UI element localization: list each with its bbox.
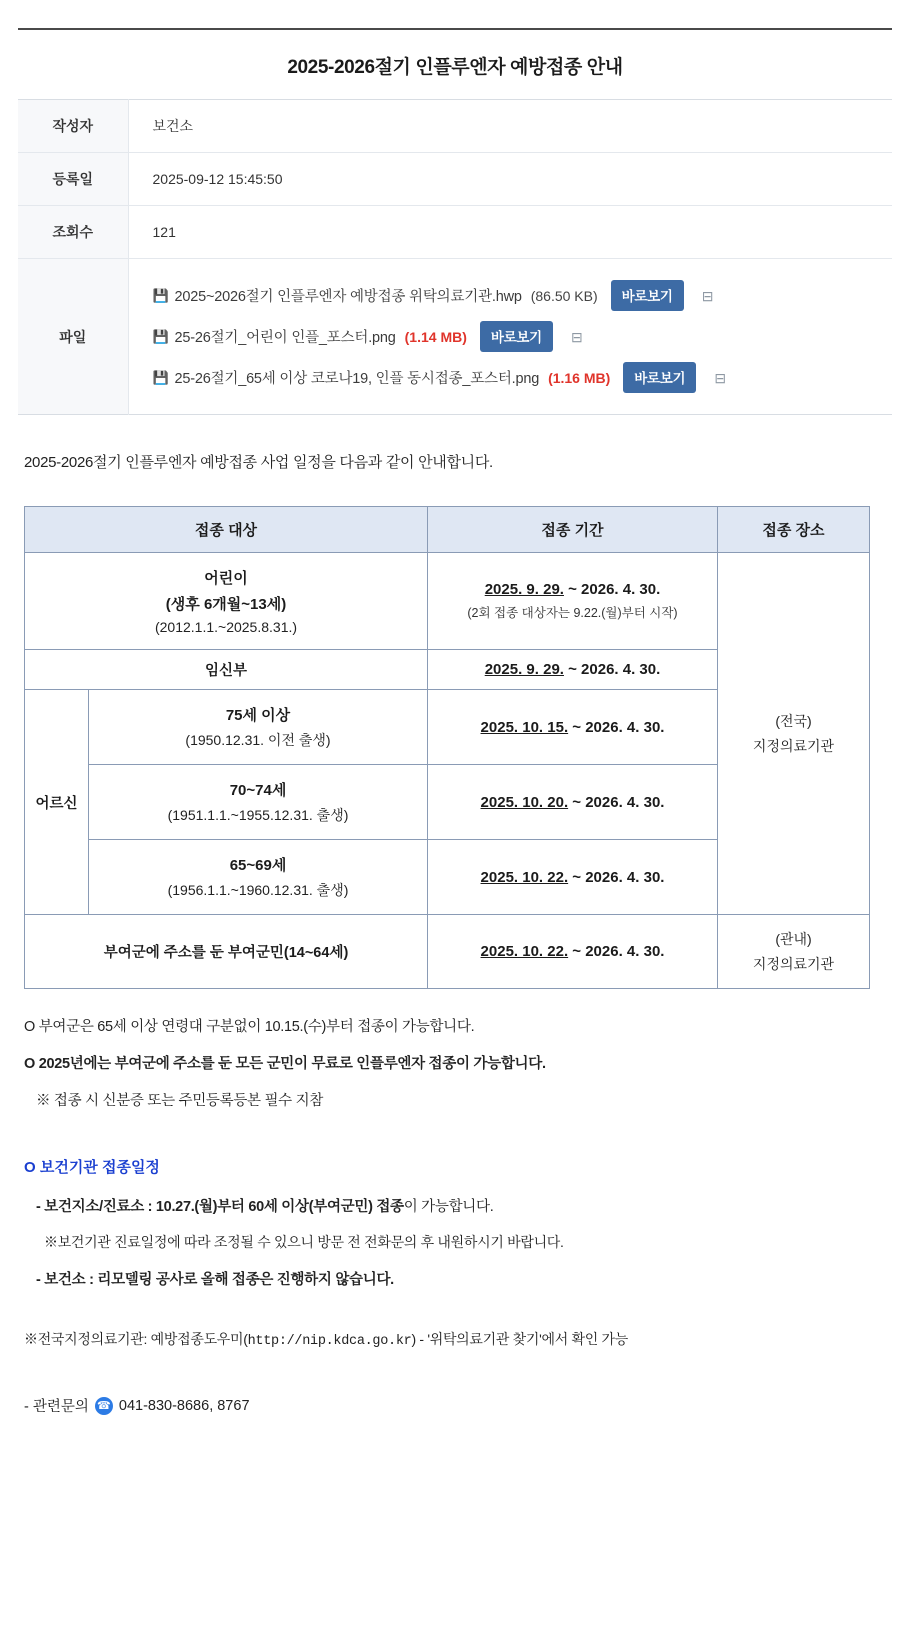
header-target: 접종 대상 — [25, 507, 428, 553]
period-rest: ~ 2026. 4. 30. — [563, 581, 661, 598]
table-row — [18, 206, 892, 259]
files-label: 파일 — [18, 259, 128, 415]
view-attachment-button[interactable]: 바로보기 — [480, 321, 553, 352]
download-icon[interactable]: ⊟ — [570, 328, 583, 345]
period-rest: ~ 2026. 4. 30. — [568, 718, 665, 736]
download-icon[interactable]: ⊟ — [701, 287, 714, 304]
period-rest: ~ 2026. 4. 30. — [568, 793, 665, 811]
files-cell — [128, 259, 892, 415]
attachment-size: (86.50 KB) — [530, 287, 598, 304]
period-cell — [428, 690, 718, 765]
table-header-row — [25, 507, 870, 553]
footer-prefix: ※전국지정의료기관: 예방접종도우미( — [24, 1331, 248, 1347]
note-1: O 부여군은 65세 이상 연령대 구분없이 10.15.(수)부터 접종이 가능합니다. — [24, 1019, 475, 1035]
place-cell — [718, 553, 870, 915]
target-sub2: (2012.1.1.~2025.8.31.) — [154, 619, 298, 635]
phone-icon: ☎ — [95, 1397, 113, 1415]
table-row — [18, 100, 892, 153]
target-main: 65~69세 — [229, 857, 287, 874]
target-cell — [89, 840, 428, 915]
period-rest: ~ 2026. 4. 30. — [563, 661, 661, 678]
document-body — [0, 451, 910, 1416]
download-icon[interactable]: ⊟ — [714, 369, 727, 386]
contact-prefix: - 관련문의 — [24, 1399, 89, 1415]
page-title: 2025-2026절기 인플루엔자 예방접종 안내 — [287, 57, 623, 78]
period-date: 2025. 10. 22. — [480, 868, 569, 886]
view-attachment-button[interactable]: 바로보기 — [611, 280, 684, 311]
period-cell — [428, 650, 718, 690]
author-value: 보건소 — [128, 100, 892, 153]
header-place: 접종 장소 — [718, 507, 870, 553]
bullet-1-bold: - 보건지소/진료소 : 10.27.(월)부터 60세 이상(부여군민) 접종 — [36, 1199, 404, 1215]
footer-suffix: ) - '위탁의료기관 찾기'에서 확인 가능 — [411, 1331, 628, 1347]
subnote-1: ※보건기관 진료일정에 따라 조정될 수 있으니 방문 전 전화문의 후 내원하시기 바랍니다. — [44, 1234, 564, 1250]
file-icon: 💾 — [152, 370, 169, 385]
target-cell — [89, 690, 428, 765]
place-cell — [718, 915, 870, 989]
vaccination-schedule-table — [24, 506, 870, 989]
target-sub1: (생후 6개월~13세) — [165, 596, 287, 613]
attachment-row — [153, 275, 893, 316]
attachment-row — [153, 316, 893, 357]
period-cell — [428, 553, 718, 650]
period-rest: ~ 2026. 4. 30. — [568, 868, 665, 886]
table-row — [18, 259, 892, 415]
period-date: 2025. 9. 29. — [484, 581, 564, 598]
footer-note — [24, 1329, 892, 1349]
header-period: 접종 기간 — [428, 507, 718, 553]
target-sub1: (1956.1.1.~1960.12.31. 출생) — [167, 882, 349, 898]
period-cell — [428, 840, 718, 915]
target-main: 임신부 — [25, 650, 428, 690]
bullet-1 — [36, 1195, 892, 1216]
period-date: 2025. 10. 20. — [480, 793, 569, 811]
author-label: 작성자 — [18, 100, 128, 153]
period-cell — [428, 765, 718, 840]
note-3: ※ 접종 시 신분증 또는 주민등록등본 필수 지참 — [36, 1093, 324, 1109]
contact-number: 041-830-8686, 8767 — [118, 1397, 250, 1414]
target-main: 75세 이상 — [225, 707, 291, 724]
file-icon: 💾 — [152, 288, 169, 303]
target-sub1: (1950.12.31. 이전 출생) — [185, 732, 331, 748]
date-value: 2025-09-12 15:45:50 — [128, 153, 892, 206]
place-line1: (관내) — [775, 931, 812, 947]
file-icon: 💾 — [152, 329, 169, 344]
note-2: O 2025년에는 부여군에 주소를 둔 모든 군민이 무료로 인플루엔자 접종이 가능합니다. — [24, 1056, 546, 1072]
place-line1: (전국) — [775, 713, 812, 729]
period-date: 2025. 9. 29. — [484, 661, 564, 678]
period-note: (2회 접종 대상자는 9.22.(월)부터 시작) — [467, 606, 678, 620]
views-value: 121 — [128, 206, 892, 259]
target-sub1: (1951.1.1.~1955.12.31. 출생) — [167, 807, 349, 823]
footer-url[interactable]: http://nip.kdca.go.kr — [247, 1334, 412, 1349]
post-meta-table — [18, 99, 892, 415]
intro-text: 2025-2026절기 인플루엔자 예방접종 사업 일정을 다음과 같이 안내합니다. — [24, 454, 493, 471]
target-main: 부여군에 주소를 둔 부여군민(14~64세) — [25, 915, 428, 989]
period-date: 2025. 10. 15. — [480, 718, 569, 736]
attachment-name[interactable]: 2025~2026절기 인플루엔자 예방접종 위탁의료기관.hwp — [174, 289, 522, 305]
document-page — [0, 28, 910, 1416]
target-cell — [89, 765, 428, 840]
period-date: 2025. 10. 22. — [480, 943, 569, 960]
period-cell — [428, 915, 718, 989]
place-line2: 지정의료기관 — [752, 956, 835, 972]
target-main: 어린이 — [204, 570, 248, 587]
target-main: 70~74세 — [229, 782, 287, 799]
table-row — [18, 153, 892, 206]
date-label: 등록일 — [18, 153, 128, 206]
attachment-row — [153, 357, 893, 398]
target-cell — [25, 553, 428, 650]
attachment-size: (1.14 MB) — [404, 328, 467, 345]
section-heading: O 보건기관 접종일정 — [24, 1159, 160, 1176]
contact-line — [24, 1395, 892, 1416]
views-label: 조회수 — [18, 206, 128, 259]
attachment-name[interactable]: 25-26절기_어린이 인플_포스터.png — [174, 330, 396, 346]
period-rest: ~ 2026. 4. 30. — [568, 943, 665, 960]
bullet-1-rest: 이 가능합니다. — [403, 1199, 494, 1215]
attachment-name[interactable]: 25-26절기_65세 이상 코로나19, 인플 동시접종_포스터.png — [174, 371, 540, 387]
table-row — [25, 915, 870, 989]
place-line2: 지정의료기관 — [752, 738, 835, 754]
attachment-size: (1.16 MB) — [548, 369, 611, 386]
notes-block — [24, 1015, 892, 1416]
view-attachment-button[interactable]: 바로보기 — [623, 362, 696, 393]
target-group: 어르신 — [25, 690, 89, 915]
table-row — [25, 553, 870, 650]
bullet-2: - 보건소 : 리모델링 공사로 올해 접종은 진행하지 않습니다. — [36, 1272, 394, 1288]
